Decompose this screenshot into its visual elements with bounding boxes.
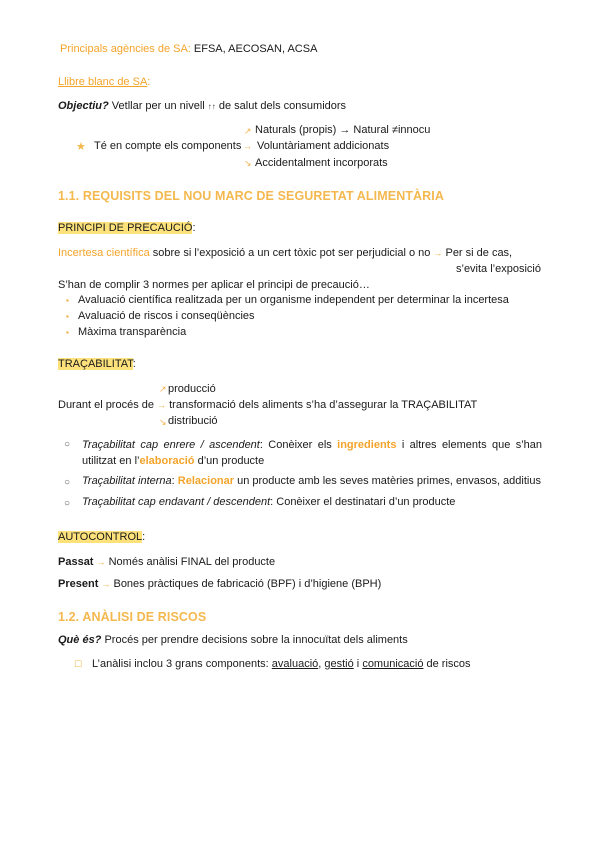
past-label: Passat <box>58 556 94 568</box>
arrow-down-right-icon: ↘ <box>159 417 167 427</box>
present-label: Present <box>58 578 99 590</box>
component-evaluation: avaluació <box>271 658 319 670</box>
precaution-heading <box>58 222 196 234</box>
traceability-distribution: distribució <box>168 415 218 427</box>
norm-text: Avaluació de riscos i conseqüències <box>78 310 255 322</box>
double-up-arrow-icon: ↑↑ <box>207 102 216 111</box>
past-text: Només anàlisi FINAL del producte <box>105 556 276 568</box>
traceability-heading <box>58 358 136 370</box>
square-bullet-icon: ▪ <box>66 296 69 305</box>
traceability-item3-label: Traçabilitat cap endavant / descendent <box>82 496 271 508</box>
risk-question-label: Què és? <box>58 634 102 646</box>
agencies-value: EFSA, AECOSAN, ACSA <box>190 43 318 55</box>
norm-item <box>66 326 186 338</box>
objective-text-b: de salut dels consumidors <box>215 100 347 112</box>
circle-bullet-icon: ○ <box>64 498 71 509</box>
objective-line <box>58 100 346 112</box>
white-paper-heading <box>58 76 150 88</box>
arrow-up-right-icon: ↗ <box>159 384 167 394</box>
arrow-right-icon: → <box>433 248 443 258</box>
arrow-right-icon: → <box>101 579 111 589</box>
traceability-mid-before: Durant el procés de <box>58 399 158 411</box>
risk-components-end: de riscos <box>423 658 471 670</box>
component-voluntary: Voluntàriament addicionats <box>257 140 390 152</box>
traceability-item2-text: un producte amb les seves matèries primes, envasos, additius <box>234 475 541 487</box>
present-text: Bones pràctiques de fabricació (BPF) i d’higiene (BPH) <box>110 578 382 590</box>
ingredients-highlight: ingredients <box>337 439 397 451</box>
agencies-line <box>60 43 317 55</box>
norms-intro: S’han de complir 3 normes per aplicar el principi de precaució… <box>58 279 370 291</box>
agencies-label: Principals agències de SA <box>60 43 188 55</box>
square-bullet-icon: ▪ <box>66 328 69 337</box>
autocontrol-present <box>58 578 381 590</box>
autocontrol-heading <box>58 531 145 543</box>
arrow-right-icon: → <box>96 557 106 567</box>
traceability-mid-after: transformació dels aliments s’ha d’assegurar la TRAÇABILITAT <box>166 399 478 411</box>
arrow-right-icon: → <box>157 400 167 410</box>
traceability-item1-label: Traçabilitat cap enrere / ascendent <box>82 439 260 451</box>
traceability-heading-colon: : <box>132 358 136 370</box>
risk-question-text: Procés per prendre decisions sobre la innocuïtat dels aliments <box>101 634 408 646</box>
autocontrol-heading-label: AUTOCONTROL <box>58 531 143 543</box>
risk-components-intro: L’anàlisi inclou 3 grans components: <box>92 658 272 670</box>
circle-bullet-icon: ○ <box>64 439 71 450</box>
autocontrol-heading-colon: : <box>142 531 146 543</box>
white-paper-colon: : <box>147 76 151 88</box>
checkbox-bullet-icon: ☐ <box>74 659 83 669</box>
section-1-1-title: 1.1. REQUISITS DEL NOU MARC DE SEGURETAT ALIMENTÀRIA <box>58 189 445 203</box>
traceability-heading-label: TRAÇABILITAT <box>58 358 133 370</box>
precaution-heading-colon: : <box>192 222 196 234</box>
traceability-item3-text: : Conèixer el destinatari d’un producte <box>270 496 456 508</box>
norm-text: Avaluació científica realitzada per un organisme independent per determinar la incertesa <box>78 294 509 306</box>
component-natural: Naturals (propis) → Natural ≠innocu <box>255 124 431 136</box>
relate-highlight: Relacionar <box>177 475 235 487</box>
risk-components-line <box>74 658 471 670</box>
agencies-colon: : <box>187 43 191 55</box>
norm-item <box>66 310 255 322</box>
uncertainty-line <box>58 247 512 259</box>
risk-definition <box>58 634 408 646</box>
precaution-heading-label: PRINCIPI DE PRECAUCIÓ <box>58 222 193 234</box>
traceability-item-backward <box>82 437 542 469</box>
section-1-2-title: 1.2. ANÀLISI DE RISCOS <box>58 610 207 624</box>
component-communication: comunicació <box>362 658 424 670</box>
traceability-item1-text-b: i altres elements que s’han utilitzat en l’ <box>82 439 542 467</box>
traceability-item1-text-a: : Conèixer els <box>259 439 338 451</box>
components-intro: Té en compte els components <box>94 140 242 152</box>
traceability-item1-text-c: d’un producte <box>194 455 265 467</box>
objective-label: Objectiu? <box>58 100 109 112</box>
component-accidental: Accidentalment incorporats <box>255 157 388 169</box>
star-icon: ★ <box>76 141 86 153</box>
norm-text: Màxima transparència <box>78 326 187 338</box>
traceability-production: producció <box>168 383 216 395</box>
uncertainty-text: sobre si l’exposició a un cert tòxic pot ser perjudicial o no <box>149 247 434 259</box>
arrow-right-icon: → <box>243 141 252 151</box>
risk-sep-1: , <box>318 658 325 670</box>
traceability-item-forward <box>82 496 455 508</box>
traceability-item-internal <box>82 475 541 487</box>
traceability-process-line <box>58 399 477 411</box>
arrow-down-right-icon: ↘ <box>244 158 252 168</box>
square-bullet-icon: ▪ <box>66 312 69 321</box>
avoid-exposure-text: s’evita l’exposició <box>456 263 541 275</box>
risk-sep-2: i <box>353 658 363 670</box>
uncertainty-label: Incertesa científica <box>58 247 150 259</box>
circle-bullet-icon: ○ <box>64 477 71 488</box>
norm-item <box>66 294 509 306</box>
arrow-up-right-icon: ↗ <box>244 126 252 136</box>
traceability-item2-label: Traçabilitat interna <box>82 475 172 487</box>
traceability-item2-colon: : <box>171 475 178 487</box>
elaboration-highlight: elaboració <box>139 455 195 467</box>
just-in-case-text: Per si de cas, <box>442 247 513 259</box>
component-management: gestió <box>324 658 354 670</box>
white-paper-label: Llibre blanc de SA <box>58 76 148 88</box>
objective-text-a: Vetllar per un nivell <box>108 100 208 112</box>
autocontrol-past <box>58 556 275 568</box>
